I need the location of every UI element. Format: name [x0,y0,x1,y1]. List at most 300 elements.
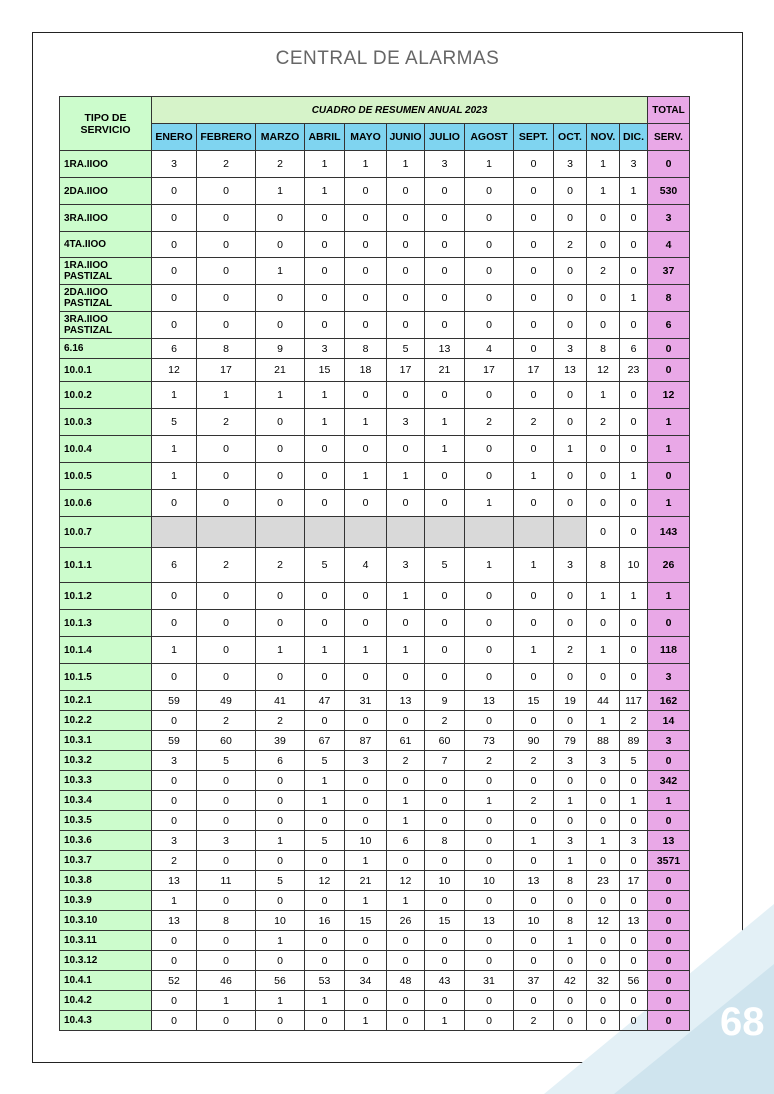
month-value-cell: 0 [587,463,620,490]
month-value-cell: 0 [256,463,305,490]
month-value-cell: 0 [587,312,620,339]
month-value-cell: 8 [587,548,620,583]
month-value-cell: 3 [345,751,387,771]
month-value-cell [514,517,554,548]
month-value-cell: 2 [387,751,425,771]
service-type-cell: 10.1.3 [60,610,152,637]
month-value-cell: 0 [554,951,587,971]
month-value-cell [387,517,425,548]
month-value-cell: 44 [587,691,620,711]
month-value-cell: 1 [620,285,648,312]
month-value-cell: 0 [256,232,305,258]
month-value-cell: 1 [554,931,587,951]
month-value-cell: 21 [345,871,387,891]
month-value-cell: 3 [620,831,648,851]
month-value-cell: 2 [197,151,256,178]
month-value-cell: 5 [305,831,345,851]
table-row [60,382,690,409]
month-value-cell: 3 [152,151,197,178]
month-value-cell: 1 [256,382,305,409]
month-value-cell: 0 [465,312,514,339]
month-value-cell: 0 [587,1011,620,1031]
month-header: JULIO [425,124,465,151]
month-header: NOV. [587,124,620,151]
month-value-cell: 1 [256,991,305,1011]
month-value-cell: 0 [197,1011,256,1031]
month-value-cell: 3 [554,151,587,178]
month-value-cell: 0 [305,1011,345,1031]
month-value-cell: 0 [345,664,387,691]
month-value-cell: 0 [620,931,648,951]
month-value-cell: 10 [465,871,514,891]
table-row [60,232,690,258]
month-value-cell: 0 [425,931,465,951]
month-value-cell: 23 [620,359,648,382]
service-type-cell: 10.1.5 [60,664,152,691]
table-row [60,951,690,971]
month-value-cell: 1 [305,151,345,178]
month-value-cell: 90 [514,731,554,751]
month-value-cell: 1 [256,931,305,951]
month-value-cell: 1 [345,891,387,911]
month-value-cell: 0 [197,791,256,811]
month-value-cell: 0 [152,258,197,285]
total-cell: 0 [648,911,690,931]
month-value-cell [425,517,465,548]
month-value-cell: 0 [620,637,648,664]
table-row [60,791,690,811]
month-value-cell: 0 [620,811,648,831]
total-serv-header: SERV. [648,124,690,151]
month-value-cell: 0 [197,951,256,971]
month-value-cell: 13 [514,871,554,891]
month-value-cell: 60 [425,731,465,751]
month-value-cell: 0 [387,771,425,791]
total-cell: 4 [648,232,690,258]
total-cell: 3 [648,664,690,691]
month-value-cell: 59 [152,691,197,711]
service-type-cell: 10.3.9 [60,891,152,911]
table-row [60,911,690,931]
month-value-cell: 0 [197,232,256,258]
table-row [60,490,690,517]
month-value-cell: 17 [197,359,256,382]
month-value-cell: 0 [465,463,514,490]
total-cell: 0 [648,751,690,771]
month-value-cell: 0 [620,664,648,691]
month-header: AGOST [465,124,514,151]
month-value-cell: 8 [587,339,620,359]
month-value-cell: 8 [554,871,587,891]
month-value-cell: 52 [152,971,197,991]
month-value-cell: 0 [514,382,554,409]
month-value-cell: 0 [587,664,620,691]
total-cell: 0 [648,463,690,490]
month-value-cell: 1 [305,771,345,791]
month-value-cell: 0 [256,285,305,312]
month-value-cell: 13 [465,911,514,931]
month-value-cell: 31 [345,691,387,711]
total-cell: 0 [648,610,690,637]
month-value-cell: 0 [514,312,554,339]
month-value-cell: 32 [587,971,620,991]
table-row [60,436,690,463]
month-value-cell: 3 [197,831,256,851]
month-value-cell: 0 [554,409,587,436]
month-value-cell: 2 [152,851,197,871]
month-value-cell: 1 [587,178,620,205]
month-value-cell: 1 [152,891,197,911]
month-value-cell: 59 [152,731,197,751]
month-value-cell: 0 [345,285,387,312]
month-value-cell: 0 [425,463,465,490]
month-value-cell: 10 [425,871,465,891]
month-value-cell: 0 [256,1011,305,1031]
month-value-cell: 13 [425,339,465,359]
service-type-cell: 4TA.IIOO [60,232,152,258]
month-value-cell: 0 [514,490,554,517]
month-value-cell: 4 [465,339,514,359]
month-value-cell: 2 [554,232,587,258]
month-value-cell: 0 [197,851,256,871]
month-value-cell: 1 [345,151,387,178]
month-value-cell: 0 [256,664,305,691]
month-value-cell: 117 [620,691,648,711]
month-value-cell: 3 [620,151,648,178]
month-value-cell: 0 [465,610,514,637]
month-value-cell: 0 [514,339,554,359]
total-cell: 3571 [648,851,690,871]
month-value-cell: 3 [387,548,425,583]
month-value-cell: 0 [305,312,345,339]
month-value-cell: 0 [587,851,620,871]
month-header: ENERO [152,124,197,151]
month-value-cell: 12 [587,911,620,931]
month-value-cell: 0 [387,951,425,971]
month-value-cell: 1 [465,791,514,811]
month-value-cell: 10 [256,911,305,931]
table-row [60,891,690,911]
month-value-cell: 0 [256,436,305,463]
service-type-cell: 10.0.2 [60,382,152,409]
month-value-cell: 1 [197,382,256,409]
table-row [60,312,690,339]
month-value-cell: 0 [197,610,256,637]
month-header: DIC. [620,124,648,151]
month-value-cell: 0 [514,851,554,871]
month-value-cell: 2 [620,711,648,731]
table-row [60,691,690,711]
month-value-cell: 8 [197,339,256,359]
month-value-cell: 0 [554,312,587,339]
month-value-cell: 1 [305,637,345,664]
month-value-cell: 0 [425,285,465,312]
month-value-cell: 5 [256,871,305,891]
service-type-cell: 10.3.2 [60,751,152,771]
month-value-cell: 2 [514,751,554,771]
month-value-cell: 17 [387,359,425,382]
month-value-cell: 0 [465,232,514,258]
month-value-cell: 15 [345,911,387,931]
month-value-cell: 0 [345,811,387,831]
month-value-cell [197,517,256,548]
month-value-cell: 0 [514,771,554,791]
service-type-cell: 10.0.5 [60,463,152,490]
month-value-cell: 0 [256,891,305,911]
service-type-cell: 10.1.4 [60,637,152,664]
month-value-cell: 0 [620,891,648,911]
table-row [60,339,690,359]
month-value-cell: 0 [387,382,425,409]
month-value-cell: 0 [514,205,554,232]
month-value-cell: 1 [554,791,587,811]
total-cell: 1 [648,436,690,463]
service-type-cell: 10.0.6 [60,490,152,517]
month-value-cell: 1 [256,258,305,285]
month-value-cell: 0 [387,490,425,517]
month-value-cell: 0 [305,232,345,258]
month-value-cell: 0 [554,664,587,691]
month-value-cell: 1 [554,851,587,871]
month-value-cell: 0 [345,711,387,731]
month-value-cell: 0 [152,583,197,610]
month-value-cell: 2 [514,1011,554,1031]
total-cell: 0 [648,971,690,991]
month-value-cell: 1 [554,436,587,463]
month-value-cell: 7 [425,751,465,771]
table-row [60,811,690,831]
service-type-cell: 10.2.2 [60,711,152,731]
month-value-cell [305,517,345,548]
month-value-cell: 0 [425,891,465,911]
month-value-cell: 6 [152,548,197,583]
month-value-cell: 0 [387,711,425,731]
service-type-cell: 10.3.5 [60,811,152,831]
month-value-cell: 0 [387,1011,425,1031]
month-value-cell: 0 [387,205,425,232]
service-type-cell: 2DA.IIOO PASTIZAL [60,285,152,312]
table-body [60,151,690,1031]
month-value-cell: 1 [152,436,197,463]
total-cell: 0 [648,891,690,911]
month-value-cell: 0 [152,312,197,339]
total-cell: 0 [648,359,690,382]
month-value-cell: 0 [514,991,554,1011]
total-cell: 0 [648,339,690,359]
month-value-cell: 0 [256,490,305,517]
table-row [60,205,690,232]
month-value-cell: 13 [152,911,197,931]
month-value-cell: 0 [197,463,256,490]
month-value-cell: 1 [514,463,554,490]
service-type-cell: 10.1.2 [60,583,152,610]
month-value-cell: 0 [425,382,465,409]
service-type-cell: 10.4.1 [60,971,152,991]
month-value-cell: 8 [425,831,465,851]
month-value-cell: 0 [465,382,514,409]
total-cell: 0 [648,991,690,1011]
month-value-cell: 0 [305,258,345,285]
month-value-cell: 0 [197,637,256,664]
service-type-cell: 3RA.IIOO [60,205,152,232]
table-row [60,831,690,851]
month-value-cell: 0 [387,258,425,285]
month-value-cell: 0 [554,583,587,610]
month-value-cell: 2 [197,548,256,583]
month-value-cell: 0 [425,771,465,791]
service-type-cell: 10.2.1 [60,691,152,711]
month-value-cell: 3 [425,151,465,178]
month-header: JUNIO [387,124,425,151]
month-value-cell: 13 [554,359,587,382]
month-value-cell: 0 [514,711,554,731]
table-row [60,664,690,691]
month-value-cell: 0 [197,583,256,610]
month-value-cell: 1 [465,151,514,178]
month-value-cell: 0 [620,771,648,791]
month-value-cell: 0 [620,851,648,871]
month-value-cell: 1 [587,382,620,409]
month-value-cell: 0 [345,258,387,285]
month-value-cell: 0 [345,178,387,205]
month-value-cell: 0 [152,178,197,205]
month-value-cell: 1 [587,583,620,610]
month-value-cell: 0 [425,851,465,871]
service-type-cell: 10.4.3 [60,1011,152,1031]
month-value-cell: 0 [345,951,387,971]
table-row [60,517,690,548]
month-value-cell: 0 [152,931,197,951]
month-value-cell: 0 [554,1011,587,1031]
month-value-cell: 0 [345,436,387,463]
month-value-cell: 0 [554,711,587,731]
month-value-cell: 5 [152,409,197,436]
month-value-cell: 2 [197,409,256,436]
month-value-cell: 13 [387,691,425,711]
table-row [60,931,690,951]
month-value-cell: 0 [197,931,256,951]
month-value-cell: 89 [620,731,648,751]
total-cell: 1 [648,791,690,811]
month-value-cell: 1 [620,463,648,490]
month-value-cell: 0 [587,232,620,258]
month-value-cell: 1 [387,811,425,831]
month-value-cell: 1 [587,637,620,664]
month-value-cell: 19 [554,691,587,711]
month-value-cell: 0 [620,232,648,258]
month-value-cell: 0 [465,1011,514,1031]
month-value-cell [256,517,305,548]
month-value-cell: 1 [256,178,305,205]
month-value-cell: 8 [197,911,256,931]
month-value-cell: 0 [152,490,197,517]
month-value-cell: 0 [345,610,387,637]
month-value-cell: 2 [256,548,305,583]
month-value-cell: 88 [587,731,620,751]
month-value-cell: 0 [152,711,197,731]
month-value-cell: 0 [465,637,514,664]
month-value-cell: 0 [514,583,554,610]
service-type-cell: 10.0.3 [60,409,152,436]
table-row [60,731,690,751]
month-value-cell: 43 [425,971,465,991]
month-value-cell: 42 [554,971,587,991]
month-value-cell: 0 [554,811,587,831]
month-value-cell: 0 [465,205,514,232]
month-value-cell [554,517,587,548]
month-value-cell: 13 [620,911,648,931]
month-value-cell: 0 [305,664,345,691]
month-value-cell: 0 [425,610,465,637]
month-value-cell: 0 [620,610,648,637]
month-value-cell: 0 [514,811,554,831]
month-value-cell: 0 [620,951,648,971]
month-value-cell: 0 [587,517,620,548]
month-value-cell: 0 [465,258,514,285]
month-value-cell: 0 [256,771,305,791]
month-value-cell: 10 [345,831,387,851]
month-value-cell: 4 [345,548,387,583]
month-value-cell: 1 [425,1011,465,1031]
service-type-cell: 10.3.6 [60,831,152,851]
month-value-cell: 0 [620,490,648,517]
month-value-cell: 0 [554,991,587,1011]
month-value-cell: 0 [345,583,387,610]
month-value-cell: 56 [256,971,305,991]
service-type-cell: 10.3.4 [60,791,152,811]
month-value-cell: 0 [425,490,465,517]
month-value-cell: 10 [620,548,648,583]
month-value-cell: 0 [587,610,620,637]
month-value-cell: 17 [514,359,554,382]
month-value-cell: 8 [345,339,387,359]
month-value-cell: 0 [587,951,620,971]
month-value-cell: 1 [387,891,425,911]
month-value-cell: 0 [387,664,425,691]
month-value-cell: 0 [387,232,425,258]
month-value-cell: 0 [345,312,387,339]
month-value-cell: 0 [425,664,465,691]
service-type-cell: 10.1.1 [60,548,152,583]
month-value-cell: 0 [465,711,514,731]
month-value-cell: 0 [620,991,648,1011]
month-value-cell: 0 [465,178,514,205]
table-row [60,285,690,312]
month-value-cell: 1 [197,991,256,1011]
month-value-cell: 16 [305,911,345,931]
month-value-cell: 0 [587,891,620,911]
month-value-cell: 6 [620,339,648,359]
page-title: CENTRAL DE ALARMAS [275,48,500,69]
month-value-cell: 0 [197,436,256,463]
month-header: SEPT. [514,124,554,151]
service-type-cell: 1RA.IIOO [60,151,152,178]
month-value-cell: 3 [554,831,587,851]
month-value-cell: 0 [152,664,197,691]
month-value-cell: 1 [620,583,648,610]
month-value-cell: 0 [620,258,648,285]
month-value-cell: 0 [197,178,256,205]
total-cell: 1 [648,490,690,517]
month-value-cell: 15 [305,359,345,382]
month-value-cell: 0 [305,463,345,490]
month-value-cell: 0 [152,951,197,971]
table-row [60,151,690,178]
month-value-cell: 0 [514,951,554,971]
table-row [60,359,690,382]
month-value-cell: 0 [305,711,345,731]
month-value-cell: 0 [587,285,620,312]
